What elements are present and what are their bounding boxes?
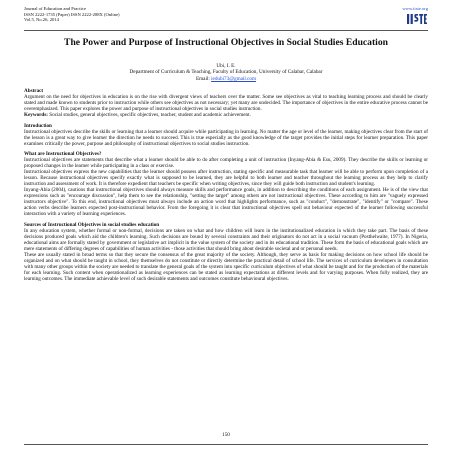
paper-title: The Power and Purpose of Instructional Objectives in Social Studies Education bbox=[64, 37, 388, 48]
what-are-heading: What are Instructional Objectives? bbox=[24, 151, 102, 157]
journal-issn: ISSN 2222-1735 (Paper) ISSN 2222-288X (Online) bbox=[24, 11, 120, 17]
iiste-logo-icon bbox=[406, 12, 428, 26]
author-block bbox=[30, 63, 422, 82]
author-affiliation: Department of Curriculum & Teaching, Faculty of Education, University of Calabar, Calabar bbox=[129, 69, 323, 76]
header-rule bbox=[24, 30, 428, 31]
abstract-heading: Abstract bbox=[24, 88, 44, 94]
introduction-text: Instructional objectives describe the skills or learning that a learner should acquire while participating in learning. No matter the age or level of the learner, making objectives clear from the start of the lesson is a great way to give learner the direction he needs to succeed. This is true especially as the good knowledge of the target provides the initial steps for learner preparation. This paper examines critically the power, purpose and philosophy of instructional objectives to social studies instruction. bbox=[24, 128, 428, 147]
author-name: Ubi, I. E. bbox=[216, 63, 236, 69]
journal-name: Journal of Education and Practice bbox=[24, 6, 86, 11]
abstract-text: Argument on the need for objectives in education is on the rise with divergent views of teachers over the matter. Some see objectives as vital to teaching learning process and should be clearly stated and made known to students prior to instruction while others see objectives as not necessary; yet many are undecided. The importance of objectives in the entire educative process cannot be overemphasized. This paper explores the power and purpose of instructional objectives in social studies instruction. bbox=[24, 94, 428, 112]
sources-paragraph-2: These are usually stated in broad terms so that they secure the consensus of the great majority of the society. Although, they serve as basis for making decisions on how school life should be organized and on what should be taught in school, they themselves do not constitute or directly determine the practical detail of school life. The services of curriculum developers in consultation with many other groups within the society are needed to translate the general goals of the system into specific curriculum objectives of what should be taught and for the production of the materials for each learning. Such content when operationalized as learning experiences can be stated as learning expectations at different levels and for varying purposes. When fully realized, they are learning outcomes. The immediate achievable level of such desirable statements and outcomes constitute behavioural objectives. bbox=[24, 251, 428, 282]
author-email-link[interactable]: iedubi73@gmail.com bbox=[211, 75, 257, 82]
keywords-text: Social studies, general objectives, specific objectives, teacher, student and academic achievement. bbox=[49, 112, 251, 118]
what-are-paragraph-2: Instructional objectives express the new capabilities that the learner should possess after instruction, stating specific and measurable task that learner will be able to perform upon completion of a lesson. Because instructional objectives specify exactly what is supposed to be learned, they are helpful to both learner and teacher throughout the learning process as they help to clarify instruction and assessment of work. It is therefore expedient that teachers be specific when writing objectives, since they will guide both instruction and student's learning. bbox=[24, 169, 428, 187]
paper-body bbox=[24, 88, 428, 282]
what-are-paragraph-3: Inyang-Abia (2004), cautions that instructional objectives should always measure skills and performance goals, in addition to describing the conditions of each assignment. He is of the view that expressions such as "encourage discussion", help them to see the relationship, "setting the target" among others are not instructional objectives. These according to him are "vaguely expressed instructors objective". To this end, instructional objectives must always include an action word that highlights performance, such as "conduct", "demonstrate", "identify" or "compare". These action verbs describe learners expected post-instructional behavior. From the foregoing it is clear that instructional objectives spell out behaviour expected of the learner following successful interaction with a variety of learning experiences. bbox=[24, 187, 428, 217]
what-are-paragraph-1: Instructional objectives are statements that describe what a learner should be able to do after completing a unit of instruction (Inyang-Abia & Esu, 2009). They describe the skills or learning or proposed changes in the learner while participating in a class or exercise. bbox=[24, 157, 428, 169]
journal-header bbox=[24, 6, 120, 23]
iiste-logo bbox=[402, 12, 428, 26]
author-email-line bbox=[30, 76, 422, 82]
journal-url[interactable]: www.iiste.org bbox=[402, 6, 428, 11]
keywords-line bbox=[24, 112, 428, 118]
page-number: 150 bbox=[222, 432, 230, 438]
journal-volume: Vol.5, No.26, 2014 bbox=[24, 17, 59, 23]
introduction-heading: Introduction bbox=[24, 122, 52, 129]
keywords-label: Keywords: bbox=[24, 112, 48, 118]
journal-header-right bbox=[402, 6, 428, 26]
sources-heading: Sources of Instructional Objectives in social studies education bbox=[24, 221, 160, 228]
email-label: Email: bbox=[195, 75, 210, 82]
sources-paragraph-1: In any education system, whether formal or non-formal, decisions are taken on what and how children will learn in the institutionalized education in which they take part. The basis of these decisions produced goals which aid the children's learning. Such decisions are bound by several constraints and their originators do not act in a social vacuum (Posthelwaite, 1977). In Nigeria, educational aims are formally stated by government or legislative act implicit in the value system of the society and in its educational tradition. These form the basis of educational goals which are mere statements of differing degrees of capabilities of human activities - those activities that should bring about desirable societal and or personal needs. bbox=[24, 227, 428, 252]
footer-rule bbox=[24, 444, 428, 445]
